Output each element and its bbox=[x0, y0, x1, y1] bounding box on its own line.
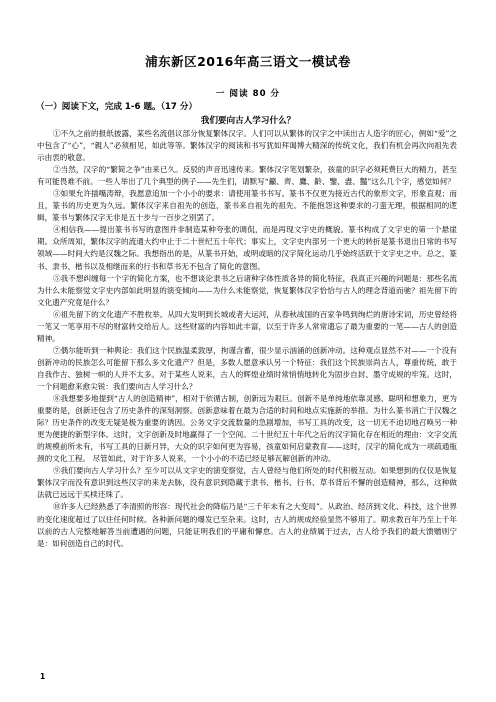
paragraph: ⑤我不想纠缠每一个字的简化方案，也不想谈论隶书之后诸种字体性质各异的简化特征，我真正兴趣的问题是：那些名流为什么未能察觉文字史内部如此明显的演变倾向——为什么未能察觉，恢复繁体汉字恰恰与古人的理念背道而驰？祖先留下的文化遗产究竟是什么？ bbox=[37, 273, 457, 307]
paragraph: ④相信我——提出篆书书写的意图并非制造某种夸张的调侃，而是再现文字史的概貌。篆书构成了文字史的第一个悬崖期。众所周知，繁体汉字的流通大约中止于二十世纪五十年代；事实上，文字史内部另一个更大的转折是篆书退出日常的书写领域——时间大约是汉魏之际。我想指出的是，从篆书开始，或明或暗的汉字简化运动几乎始终活跃于文字史之中。总之，篆书、隶书、楷书以及相继而来的行书和草书无不包含了简化的意图。 bbox=[37, 225, 457, 271]
part-heading: （一）阅读下文，完成 1-6 题。（17 分） bbox=[36, 102, 198, 112]
paragraph: ①不久之前的报纸披露，某些名流倡议部分恢复繁体汉字。人们可以从繁体的汉字之中读出古人造字的匠心，例如“爱”之中包含了“心”，“親人”必须相见，如此等等。繁体汉字的阅读和书写犹如拜谒博大精深的传统文化，我们有机会再次向祖先表示由衷的敬意。 bbox=[37, 129, 457, 163]
paragraph: ⑦偶尔能听到一种舆论：我们这个民族温柔敦厚，拘谨含蓄，很少显示汹涌的创新冲动。这种观点显然不对——一个没有创新冲动的民族怎么可能留下那么多文化遗产？但是，多数人愿意承认另一个特征：我们这个民族崇尚古人，尊重传统，敢于自我作古、独树一帜的人并不太多。对于某些人说来，古人的辉煌业绩时常悄悄地转化为固步自封、墨守成规的牢笼。这时，一个问题愈来愈尖锐：我们要向古人学习什么？ bbox=[37, 345, 457, 391]
article-title: 我们要向古人学习什么？ bbox=[200, 116, 296, 126]
section-heading: 一 阅读 80 分 bbox=[215, 89, 281, 99]
page-number: 1 bbox=[40, 672, 46, 681]
paragraph: ⑨我们要向古人学习什么？至少可以从文字史的演变察觉，古人曾经与他们所处的时代积极互动。如果想到的仅仅是恢复繁体汉字而没有意识到这些汉字的来龙去脉，没有意识到隐藏于隶书、楷书、行书、草书背后不懈的创造精神，那么，这种做法就已远远于买椟还珠了。 bbox=[37, 466, 457, 500]
article-body bbox=[37, 128, 457, 550]
paragraph: ⑧我想要多地提到“古人的创造精神”，相对于依循古制，创新远为艰巨。创新不是单纯地依靠灵感、聪明和想象力，更为重要的是，创新还包含了历史条件的深刻洞察。创新意味着在最为合适的时间和地点实施新的举措。为什么篆书消亡于汉魏之际？历史条件的改变无疑是极为重要的诱因。公务文字交流数量的急剧增加，书写工具的改变，这一切无不迫切地召唤另一种更为便捷的新型字体。这时，文字创新及时地赢得了一个空间。二十世纪五十年代之后的汉字简化存在相近的理由：文字交流的规模前所未有，书写工具的日新月异，大众的识字如何更为容易，孩童如何启蒙教育——这时，汉字的简化成为一项疏通瓶颈的文化工程。 尽管如此，对于许多人说来，一个小小的不适已经足够瓦解创新的冲动。 bbox=[37, 394, 457, 464]
paragraph: ⑥祖先留下的文化遗产不胜枚举。从四大发明到长城或者大运河，从春秋战国的百家争鸣到绚烂的唐诗宋词，历史曾经将一笔又一笔享用不尽的财富转交给后人。这些财富的内容如此丰富，以至于许多人常常遗忘了最为重要的一笔——古人的创造精神。 bbox=[37, 309, 457, 343]
exam-title: 浦东新区2016年高三语文一模试卷 bbox=[145, 54, 351, 69]
paragraph: ⑩许多人已经熟悉了李清照的形容：现代社会的降临乃是“三千年未有之大变局”。从政治、经济到文化、科技，这个世界的变化速度超过了以往任何时候。各种新问题的爆发已至杂来。这时，古人的规成经验显然不够用了。期求教百年乃至上千年以前的古人完整地解答当前遭遇的问题，只能证明我们的平庸和懈怠。古人的业绩属于过去，古人给予我们的最大馈赠则宁是：如何创造自己的时代。 bbox=[37, 502, 457, 548]
paragraph: ③如果允许插嘴涛辩，我愿意追加一个小小的要求：请使用篆书书写。篆书不仅更为接近古代的象形文字，形象直观；而且，篆书的历史更为久远。繁体汉字来自祖先的创造，篆书来自祖先的祖先。不能抱怨这种要求的刁蛮无理，根据相同的逻辑，篆书与繁体汉字无非是五十步与一百步之别罢了。 bbox=[37, 189, 457, 223]
paragraph: ②当然，汉字的“繁简之争”由来已久。反驳的声音迅速传来。繁体汉字笔划繁杂，孩童的识字必须耗费巨大的精力，甚至有可能畏难不前。一些人举出了几个典型的例子——先生们，请默写“籲、齊、鷹、齡、鑒、盡、豔”这么几个字，感觉如何？ bbox=[37, 165, 457, 187]
